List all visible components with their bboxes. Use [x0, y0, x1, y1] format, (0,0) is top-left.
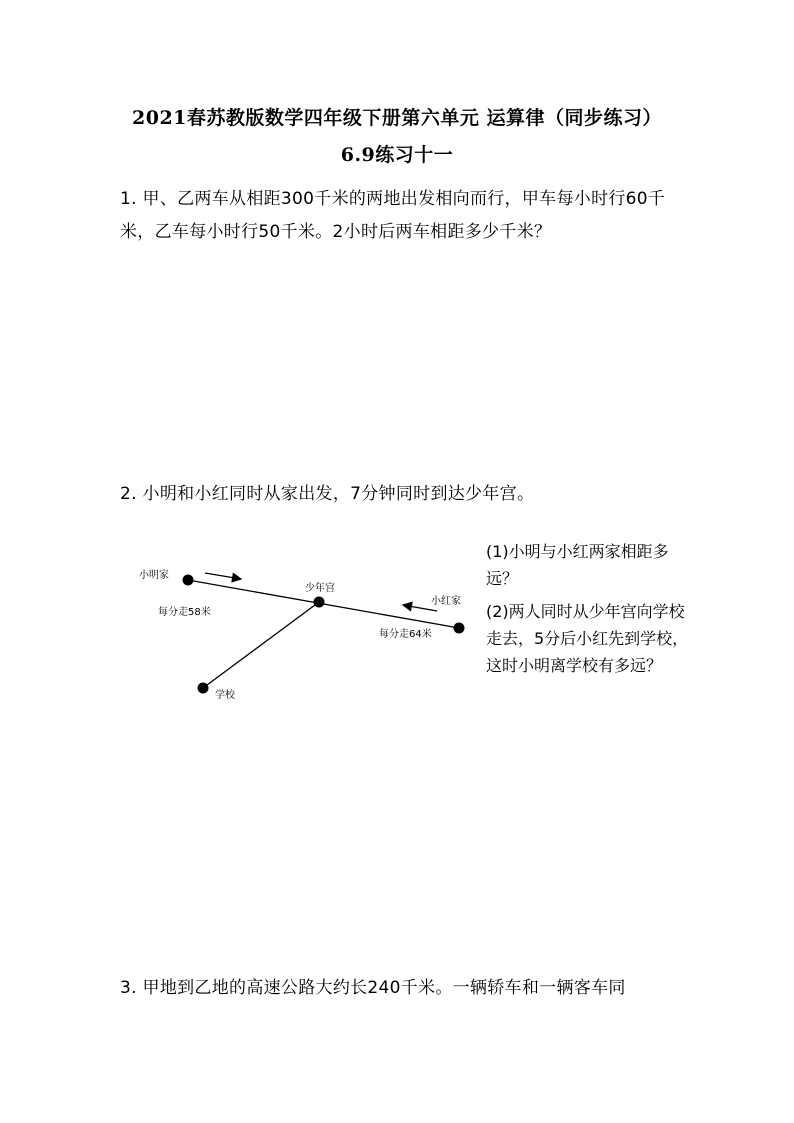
xiaohong-home-point [454, 623, 465, 634]
school-label: 学校 [215, 690, 235, 701]
school-point [198, 683, 209, 694]
question-1: 1. 甲、乙两车从相距300千米的两地出发相向而行，甲车每小时行60千米，乙车每小时行50千米。2小时后两车相距多少千米？ [120, 189, 666, 242]
xiaohong-speed-label: 每分走64米 [379, 629, 432, 640]
question-3: 3. 甲地到乙地的高速公路大约长240千米。一辆轿车和一辆客车同 [120, 978, 626, 998]
page-title: 2021春苏教版数学四年级下册第六单元 运算律（同步练习） [132, 107, 662, 129]
road-school-line [203, 602, 319, 688]
xiaoming-home-point [183, 575, 194, 586]
question-2-part-1: (1)小明与小红两家相距多远？ [486, 542, 669, 588]
question-2: 2. 小明和小红同时从家出发，7分钟同时到达少年宫。 [120, 484, 535, 504]
xiaoming-speed-label: 每分走58米 [158, 607, 211, 618]
xiaoming-home-label: 小明家 [139, 570, 169, 581]
youth-palace-point [314, 597, 325, 608]
xiaoming-direction-arrow [205, 573, 241, 579]
xiaohong-home-label: 小红家 [431, 596, 461, 607]
page-subtitle: 6.9练习十一 [340, 144, 454, 166]
youth-palace-label: 少年宫 [305, 583, 335, 594]
question-2-part-2: (2)两人同时从少年宫向学校走去，5分后小红先到学校， 这时小明离学校有多远？ [486, 602, 689, 675]
